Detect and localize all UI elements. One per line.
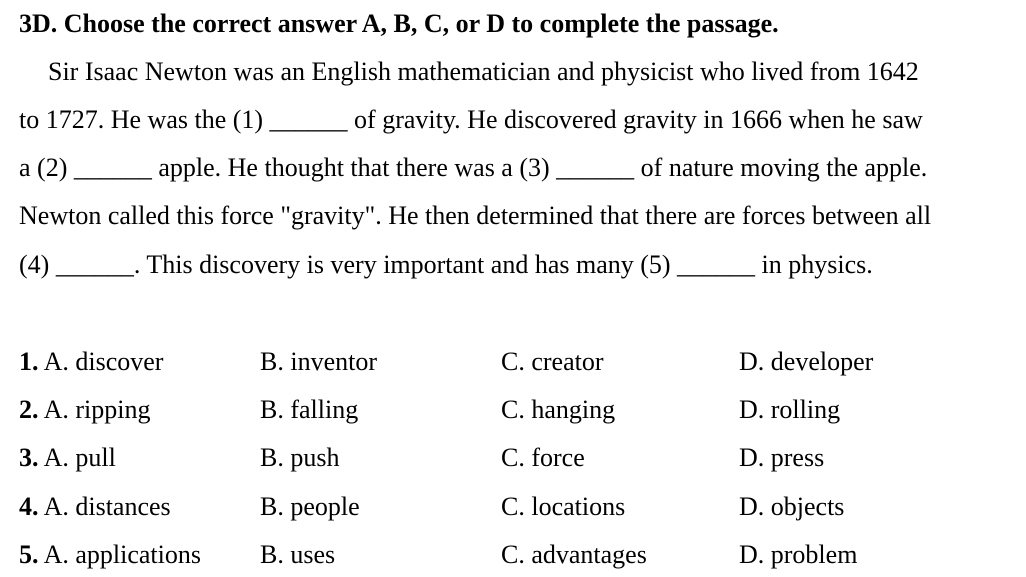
option-a-label: A. distances xyxy=(43,492,171,521)
question-2-option-b: B. falling xyxy=(260,395,359,424)
question-number: 4. xyxy=(19,492,39,521)
question-number: 1. xyxy=(19,347,39,376)
question-1-option-a xyxy=(19,344,163,380)
exercise-title: 3D. Choose the correct answer A, B, C, or D to complete the passage. xyxy=(19,9,779,38)
question-row-3 xyxy=(0,440,1026,476)
passage-line-2: to 1727. He was the (1) ______ of gravity. He discovered gravity in 1666 when he saw xyxy=(19,105,923,134)
passage-line-1: Sir Isaac Newton was an English mathematician and physicist who lived from 1642 xyxy=(48,57,919,86)
passage-line-4: Newton called this force "gravity". He then determined that there are forces between all xyxy=(19,201,932,230)
question-row-4 xyxy=(0,489,1026,525)
question-5-option-a xyxy=(19,537,201,573)
question-2-option-a xyxy=(19,392,150,428)
question-5-option-b: B. uses xyxy=(260,540,336,569)
question-3-option-a xyxy=(19,440,116,476)
question-number: 3. xyxy=(19,443,39,472)
question-5-option-c: C. advantages xyxy=(501,540,647,569)
question-4-option-c: C. locations xyxy=(501,492,626,521)
question-4-option-b: B. people xyxy=(260,492,360,521)
question-4-option-a xyxy=(19,489,171,525)
question-1-option-d: D. developer xyxy=(739,347,874,376)
option-a-label: A. pull xyxy=(43,443,116,472)
question-4-option-d: D. objects xyxy=(739,492,845,521)
question-number: 5. xyxy=(19,540,39,569)
option-a-label: A. discover xyxy=(43,347,164,376)
option-a-label: A. ripping xyxy=(43,395,151,424)
question-5-option-d: D. problem xyxy=(739,540,858,569)
question-number: 2. xyxy=(19,395,39,424)
question-row-5 xyxy=(0,537,1026,573)
passage-line-3: a (2) ______ apple. He thought that there was a (3) ______ of nature moving the apple. xyxy=(19,153,928,182)
question-3-option-b: B. push xyxy=(260,443,340,472)
question-2-option-c: C. hanging xyxy=(501,395,616,424)
option-a-label: A. applications xyxy=(43,540,201,569)
question-3-option-d: D. press xyxy=(739,443,825,472)
question-1-option-c: C. creator xyxy=(501,347,604,376)
question-row-1 xyxy=(0,344,1026,380)
question-3-option-c: C. force xyxy=(501,443,585,472)
question-2-option-d: D. rolling xyxy=(739,395,841,424)
question-1-option-b: B. inventor xyxy=(260,347,377,376)
passage-line-5: (4) ______. This discovery is very important and has many (5) ______ in physics. xyxy=(19,250,873,279)
question-row-2 xyxy=(0,392,1026,428)
